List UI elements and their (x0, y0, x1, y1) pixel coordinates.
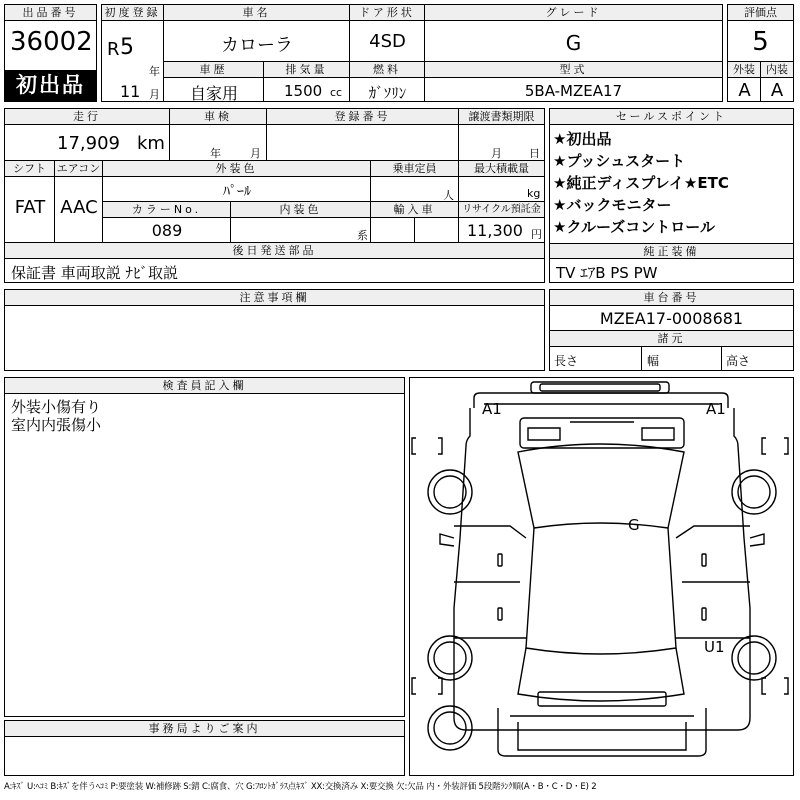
reg-month: 11 (120, 82, 141, 101)
office-box (4, 720, 405, 776)
sales-point-5: ★クルーズコントロール (553, 218, 715, 236)
sales-point-2: ★プッシュスタート (553, 152, 686, 170)
aircon: AAC (60, 197, 98, 218)
dims-label: 諸元 (550, 331, 793, 347)
transfer-day-unit: 日 (529, 147, 540, 160)
month-unit: 月 (149, 88, 160, 101)
color-no-label: カラーNo. (103, 202, 231, 218)
inspector-line-2: 室内内張傷小 (11, 416, 102, 434)
mileage-label: 走行 (5, 109, 170, 125)
score-label: 評価点 (728, 5, 793, 21)
exterior-label: 外装 (728, 62, 761, 78)
capacity-label: 乗車定員 (371, 161, 459, 177)
interior-label: 内装 (761, 62, 793, 78)
aircon-label: エアコン (55, 161, 103, 177)
inspection-year-unit: 年 (210, 147, 221, 160)
sales-points-label: セールスポイント (550, 109, 793, 125)
int-color-cell (231, 218, 371, 243)
inspector-line-1: 外装小傷有り (11, 398, 102, 416)
sales-point-1: ★初出品 (553, 130, 612, 148)
history: 自家用 (189, 84, 238, 103)
transfer-month-unit: 月 (491, 147, 502, 160)
inspector-box (4, 377, 405, 717)
car-name: カローラ (221, 35, 293, 56)
door-type: 4SD (369, 31, 406, 52)
damage-mark-front-left: A1 (482, 400, 502, 418)
int-color-label: 内装色 (231, 202, 371, 218)
lot-number-box (4, 4, 97, 102)
inspector-label: 検査員記入欄 (5, 378, 404, 394)
notes-box (4, 289, 545, 371)
import-cell-a (371, 218, 415, 243)
load-label: 最大積載量 (459, 161, 544, 177)
equipment-label: 純正装備 (550, 243, 793, 259)
mileage-unit: km (137, 133, 165, 154)
vehicle-header-box (101, 4, 723, 102)
displacement: 1500 (284, 82, 323, 100)
ext-color-label: 外装色 (103, 161, 371, 177)
displacement-unit: cc (330, 86, 343, 99)
recycle-value: 11,300 (467, 221, 523, 240)
import-cell-b (415, 218, 459, 243)
year-unit: 年 (149, 65, 160, 78)
inspection-label: 車検 (170, 109, 267, 125)
height-label: 高さ (726, 354, 751, 368)
ext-color: ﾊﾟｰﾙ (223, 184, 251, 200)
damage-mark-roof: G (628, 516, 640, 534)
length-label: 長さ (554, 354, 579, 368)
score-box (727, 4, 794, 102)
first-listing-badge: 初出品 (5, 70, 96, 101)
equipment: TV ｴｱB PS PW (556, 264, 658, 282)
mileage: 17,909 (57, 133, 120, 154)
reg-number-label: 登録番号 (267, 109, 459, 125)
door-type-label: ドア形状 (350, 5, 425, 21)
reg-year: 5 (120, 35, 134, 60)
car-name-label: 車名 (164, 5, 350, 21)
first-reg-label: 初度登録 (102, 5, 164, 21)
fuel: ｶﾞｿﾘﾝ (368, 84, 407, 102)
capacity-unit: 人 (443, 189, 454, 202)
grade: G (565, 31, 582, 55)
vehicle-info-box (4, 108, 545, 283)
interior-grade: A (770, 80, 784, 101)
docs: 保証書 車両取説 ﾅﾋﾞ取説 (11, 264, 179, 282)
chassis-box (549, 289, 794, 371)
history-label: 車歴 (164, 62, 264, 78)
lot-number-label: 出品番号 (5, 5, 96, 21)
exterior-grade: A (738, 80, 751, 101)
fuel-label: 燃料 (350, 62, 425, 78)
damage-mark-rear-right: U1 (704, 638, 725, 656)
legend-text: A:ｷｽﾞ U:ﾍｺﾐ B:ｷｽﾞを伴うﾍｺﾐ P:要塗装 W:補修跡 S:錆 C:腐食、穴 G:ﾌﾛﾝﾄｶﾞﾗｽ点ｷｽﾞ XX:交換済み X:要交換 欠:欠品 内・外装評価 5段階ﾗﾝｸ順(A・B・C・D・E) 2 (4, 782, 597, 792)
notes-label: 注意事項欄 (5, 290, 544, 306)
inspection-month-unit: 月 (250, 147, 261, 160)
shift-label: シフト (5, 161, 55, 177)
lot-number: 36002 (10, 27, 93, 57)
chassis-number: MZEA17-0008681 (599, 309, 744, 328)
recycle-label: リサイクル預託金 (459, 202, 544, 218)
import-label: 輸入車 (371, 202, 459, 218)
score: 5 (752, 27, 769, 57)
displacement-label: 排気量 (264, 62, 350, 78)
sales-points-box (549, 108, 794, 283)
reg-number-cell (267, 125, 459, 161)
load-unit: kg (527, 187, 541, 200)
grade-label: グレード (425, 5, 722, 21)
car-diagram (410, 378, 793, 775)
office-label: 事務局よりご案内 (5, 721, 404, 737)
transfer-label: 譲渡書類期限 (459, 109, 544, 125)
model-label: 型式 (425, 62, 722, 78)
docs-label: 後日発送部品 (5, 243, 544, 259)
model: 5BA-MZEA17 (524, 82, 623, 100)
sales-point-4: ★バックモニター (553, 196, 672, 214)
sales-point-3: ★純正ディスプレイ★ETC (553, 174, 729, 192)
width-label: 幅 (647, 354, 660, 368)
chassis-label: 車台番号 (550, 290, 793, 306)
shift: FAT (14, 197, 46, 218)
era: R (107, 39, 120, 60)
damage-mark-front-right: A1 (706, 400, 726, 418)
car-diagram-box (409, 377, 794, 776)
int-color-unit: 系 (357, 229, 368, 242)
recycle-unit: 円 (531, 228, 542, 241)
color-no: 089 (151, 221, 183, 240)
